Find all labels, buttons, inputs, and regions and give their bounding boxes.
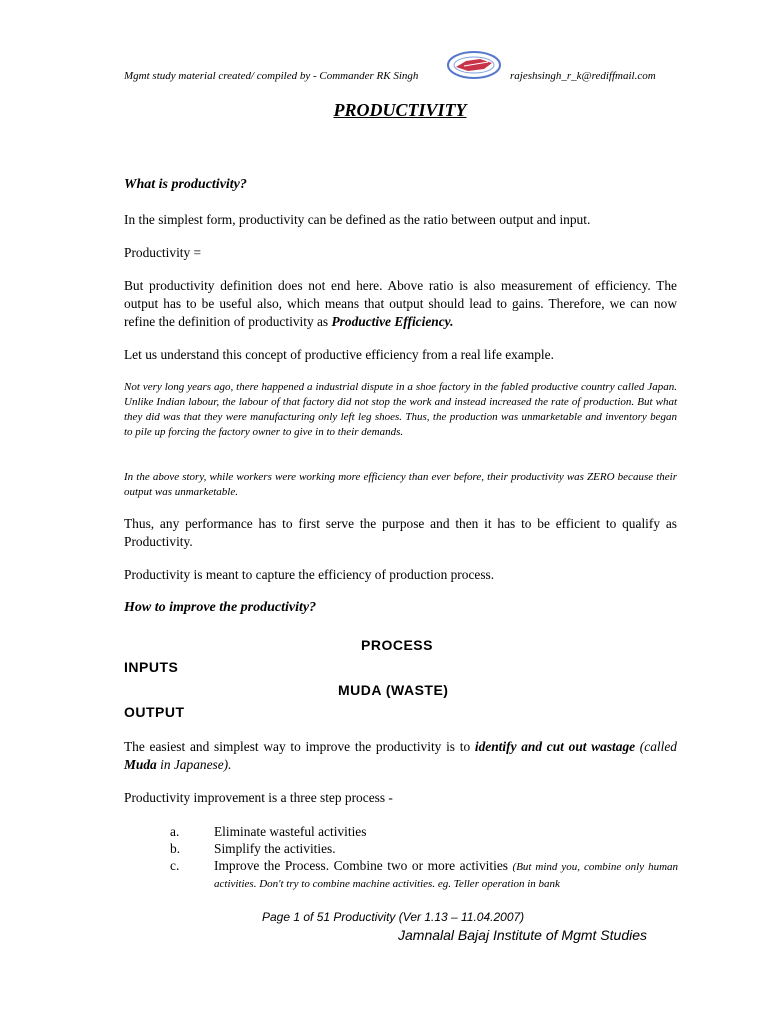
paragraph-7 xyxy=(124,738,677,774)
list-letter: c. xyxy=(170,858,180,873)
paragraph-8: Productivity improvement is a three step process - xyxy=(124,790,393,805)
paragraph-3-text: But productivity definition does not end here. Above ratio is also measurement of efficiency. The output has to be useful also, which means that output should lead to gains. Therefore, we can now refine the definition of productivity as xyxy=(124,278,677,329)
header-author: Mgmt study material created/ compiled by - Commander RK Singh xyxy=(124,70,419,82)
paragraph-7-text-a: The easiest and simplest way to improve the productivity is to xyxy=(124,739,475,754)
how-heading: How to improve the productivity? xyxy=(124,600,317,615)
list-item xyxy=(170,858,677,892)
list-item xyxy=(170,824,677,840)
list-text-main: Improve the Process. Combine two or more activities xyxy=(214,858,513,873)
footer-institute: Jamnalal Bajaj Institute of Mgmt Studies xyxy=(398,927,648,943)
identify-wastage-term: identify and cut out wastage xyxy=(474,739,636,754)
footer-page-number: Page 1 of 51 xyxy=(262,910,331,924)
footer-page-info xyxy=(262,910,524,924)
muda-term: Muda xyxy=(124,757,157,772)
paragraph-4: Let us understand this concept of productive efficiency from a real life example. xyxy=(124,347,554,362)
page-title: PRODUCTIVITY xyxy=(333,100,467,120)
output-label: OUTPUT xyxy=(124,704,185,720)
list-note: (But mind you, combine only human activities. Don't try to combine machine activities. eg. Teller operation in bank xyxy=(214,861,679,890)
list-letter: b. xyxy=(170,841,181,856)
paragraph-2: Productivity = xyxy=(124,245,202,260)
muda-label: MUDA (WASTE) xyxy=(338,682,449,698)
paragraph-1: In the simplest form, productivity can be defined as the ratio between output and input. xyxy=(124,212,591,227)
paragraph-7-text-c: (called xyxy=(635,739,677,754)
footer-doc-version: Productivity (Ver 1.13 – 11.04.2007) xyxy=(333,910,525,924)
process-label: PROCESS xyxy=(361,637,433,653)
story-paragraph-2: In the above story, while workers were working more efficiency than ever before, their productivity was ZERO because their output was unmarketable. xyxy=(124,471,677,498)
what-heading: What is productivity? xyxy=(124,177,247,192)
paragraph-3 xyxy=(124,277,677,331)
inputs-label: INPUTS xyxy=(124,659,179,675)
list-text: Eliminate wasteful activities xyxy=(214,824,367,839)
header-email: rajeshsingh_r_k@rediffmail.com xyxy=(510,70,656,82)
list-text: Simplify the activities. xyxy=(214,841,336,856)
logo-image xyxy=(444,47,504,83)
paragraph-6: Productivity is meant to capture the efficiency of production process. xyxy=(124,567,495,582)
story-paragraph-1: Not very long years ago, there happened a industrial dispute in a shoe factory in the fabled productive country called Japan. Unlike Indian labour, the labour of that factory did not stop the work and instead increased the rate of production. But what they did was that they were manufacturing only left leg shoes. Thus, the production was unmarketable and inventory began to pile up forcing the factory owner to give in to their demands. xyxy=(124,381,677,438)
list-text xyxy=(214,858,678,892)
list-item xyxy=(170,841,677,857)
paragraph-5: Thus, any performance has to first serve the purpose and then it has to be efficient to qualify as Productivity. xyxy=(124,516,677,549)
paragraph-7-text-e: in Japanese). xyxy=(156,757,232,772)
list-letter: a. xyxy=(170,824,180,839)
productive-efficiency-term: Productive Efficiency. xyxy=(331,314,454,329)
